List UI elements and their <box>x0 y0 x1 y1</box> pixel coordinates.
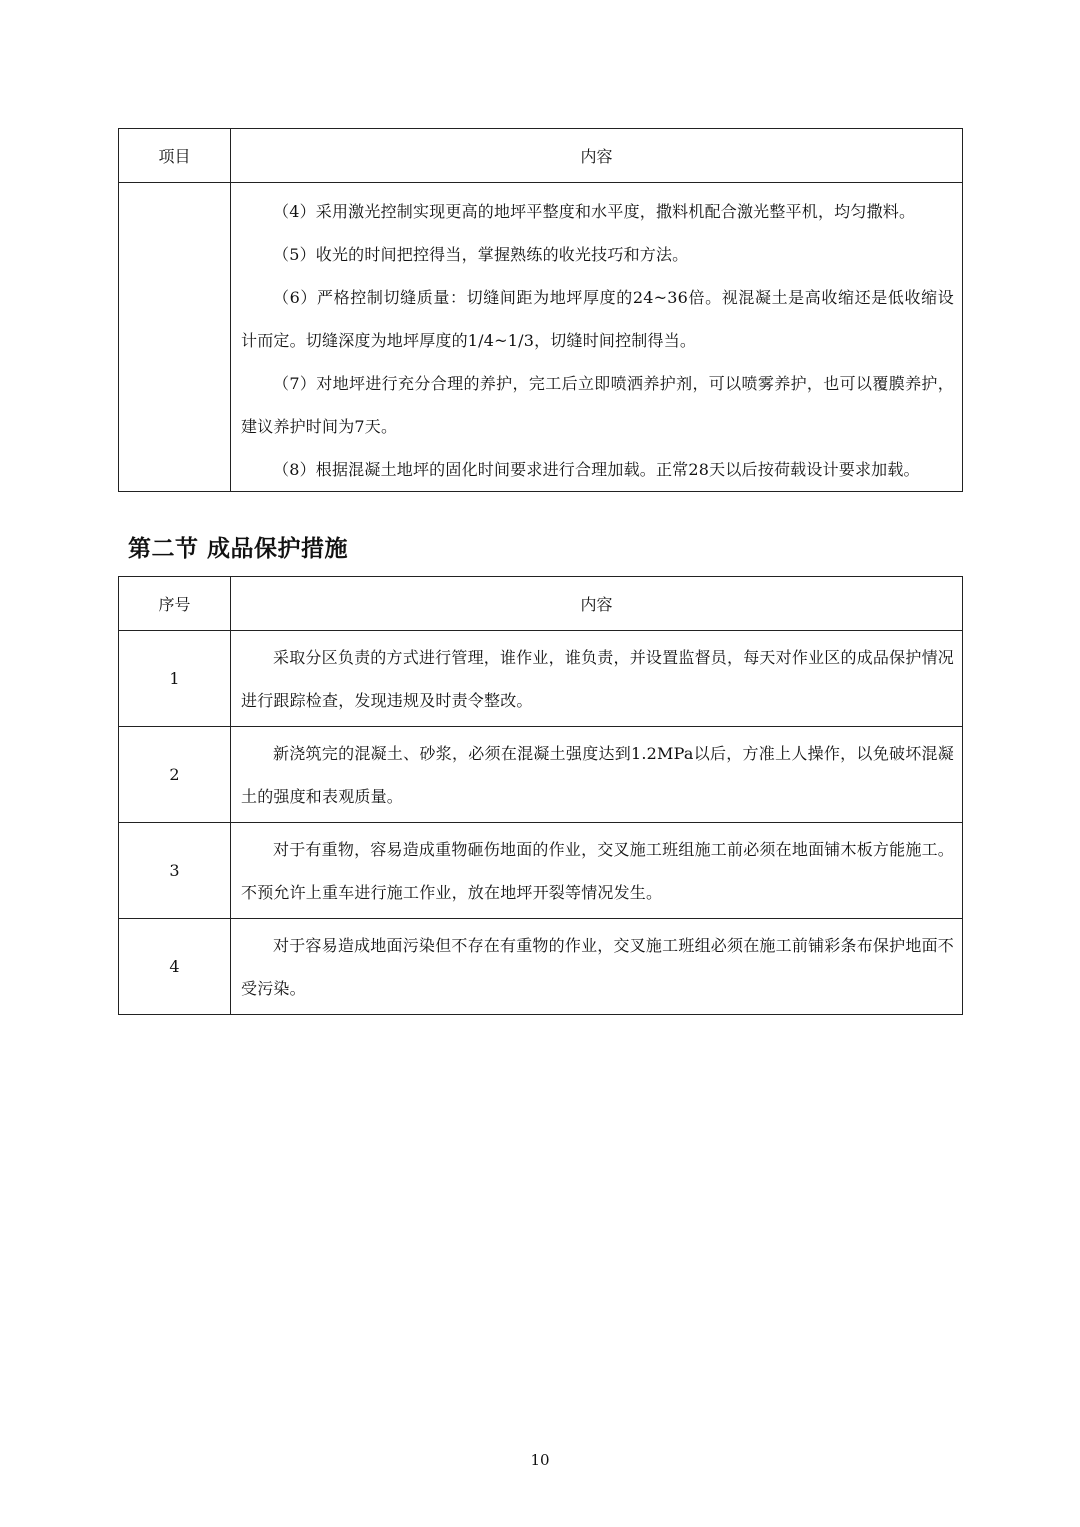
row-number: 3 <box>119 823 231 919</box>
row-content <box>231 727 963 823</box>
paragraph: （8）根据混凝土地坪的固化时间要求进行合理加载。正常28天以后按荷载设计要求加载。 <box>273 460 920 479</box>
table-row <box>119 919 963 1015</box>
table-row <box>119 727 963 823</box>
table-row <box>119 183 963 492</box>
table-header-row <box>119 577 963 631</box>
table-header-row <box>119 129 963 183</box>
paragraph: （7）对地坪进行充分合理的养护，完工后立即喷洒养护剂，可以喷雾养护，也可以覆膜养护，建议养护时间为7天。 <box>241 374 954 436</box>
item-cell <box>119 183 231 492</box>
table-row <box>119 823 963 919</box>
paragraph: 对于容易造成地面污染但不存在有重物的作业，交叉施工班组必须在施工前铺彩条布保护地面不受污染。 <box>241 935 954 998</box>
page-number: 10 <box>530 1451 550 1469</box>
product-protection-table <box>118 576 963 1015</box>
construction-requirements-table <box>118 128 963 492</box>
paragraph: 采取分区负责的方式进行管理，谁作业，谁负责，并设置监督员，每天对作业区的成品保护情况进行跟踪检查，发现违规及时责令整改。 <box>241 647 954 710</box>
paragraph: 新浇筑完的混凝土、砂浆，必须在混凝土强度达到1.2MPa以后，方准上人操作，以免破坏混凝土的强度和表观质量。 <box>241 743 954 806</box>
table-row <box>119 631 963 727</box>
row-content <box>231 823 963 919</box>
section-heading: 第二节 成品保护措施 <box>128 536 349 562</box>
column-header-item: 项目 <box>119 129 231 183</box>
paragraph: （4）采用激光控制实现更高的地坪平整度和水平度，撒料机配合激光整平机，均匀撒料。 <box>273 202 916 221</box>
column-header-number: 序号 <box>119 577 231 631</box>
paragraph: （5）收光的时间把控得当，掌握熟练的收光技巧和方法。 <box>273 245 689 264</box>
row-content <box>231 919 963 1015</box>
row-number: 1 <box>119 631 231 727</box>
row-content <box>231 631 963 727</box>
content-cell <box>231 183 963 492</box>
paragraph: （6）严格控制切缝质量：切缝间距为地坪厚度的24~36倍。视混凝土是高收缩还是低收缩设计而定。切缝深度为地坪厚度的1/4~1/3，切缝时间控制得当。 <box>241 288 954 350</box>
column-header-content: 内容 <box>231 129 963 183</box>
row-number: 4 <box>119 919 231 1015</box>
paragraph: 对于有重物，容易造成重物砸伤地面的作业，交叉施工班组施工前必须在地面铺木板方能施工。不预允许上重车进行施工作业，放在地坪开裂等情况发生。 <box>241 839 954 902</box>
row-number: 2 <box>119 727 231 823</box>
column-header-content: 内容 <box>231 577 963 631</box>
